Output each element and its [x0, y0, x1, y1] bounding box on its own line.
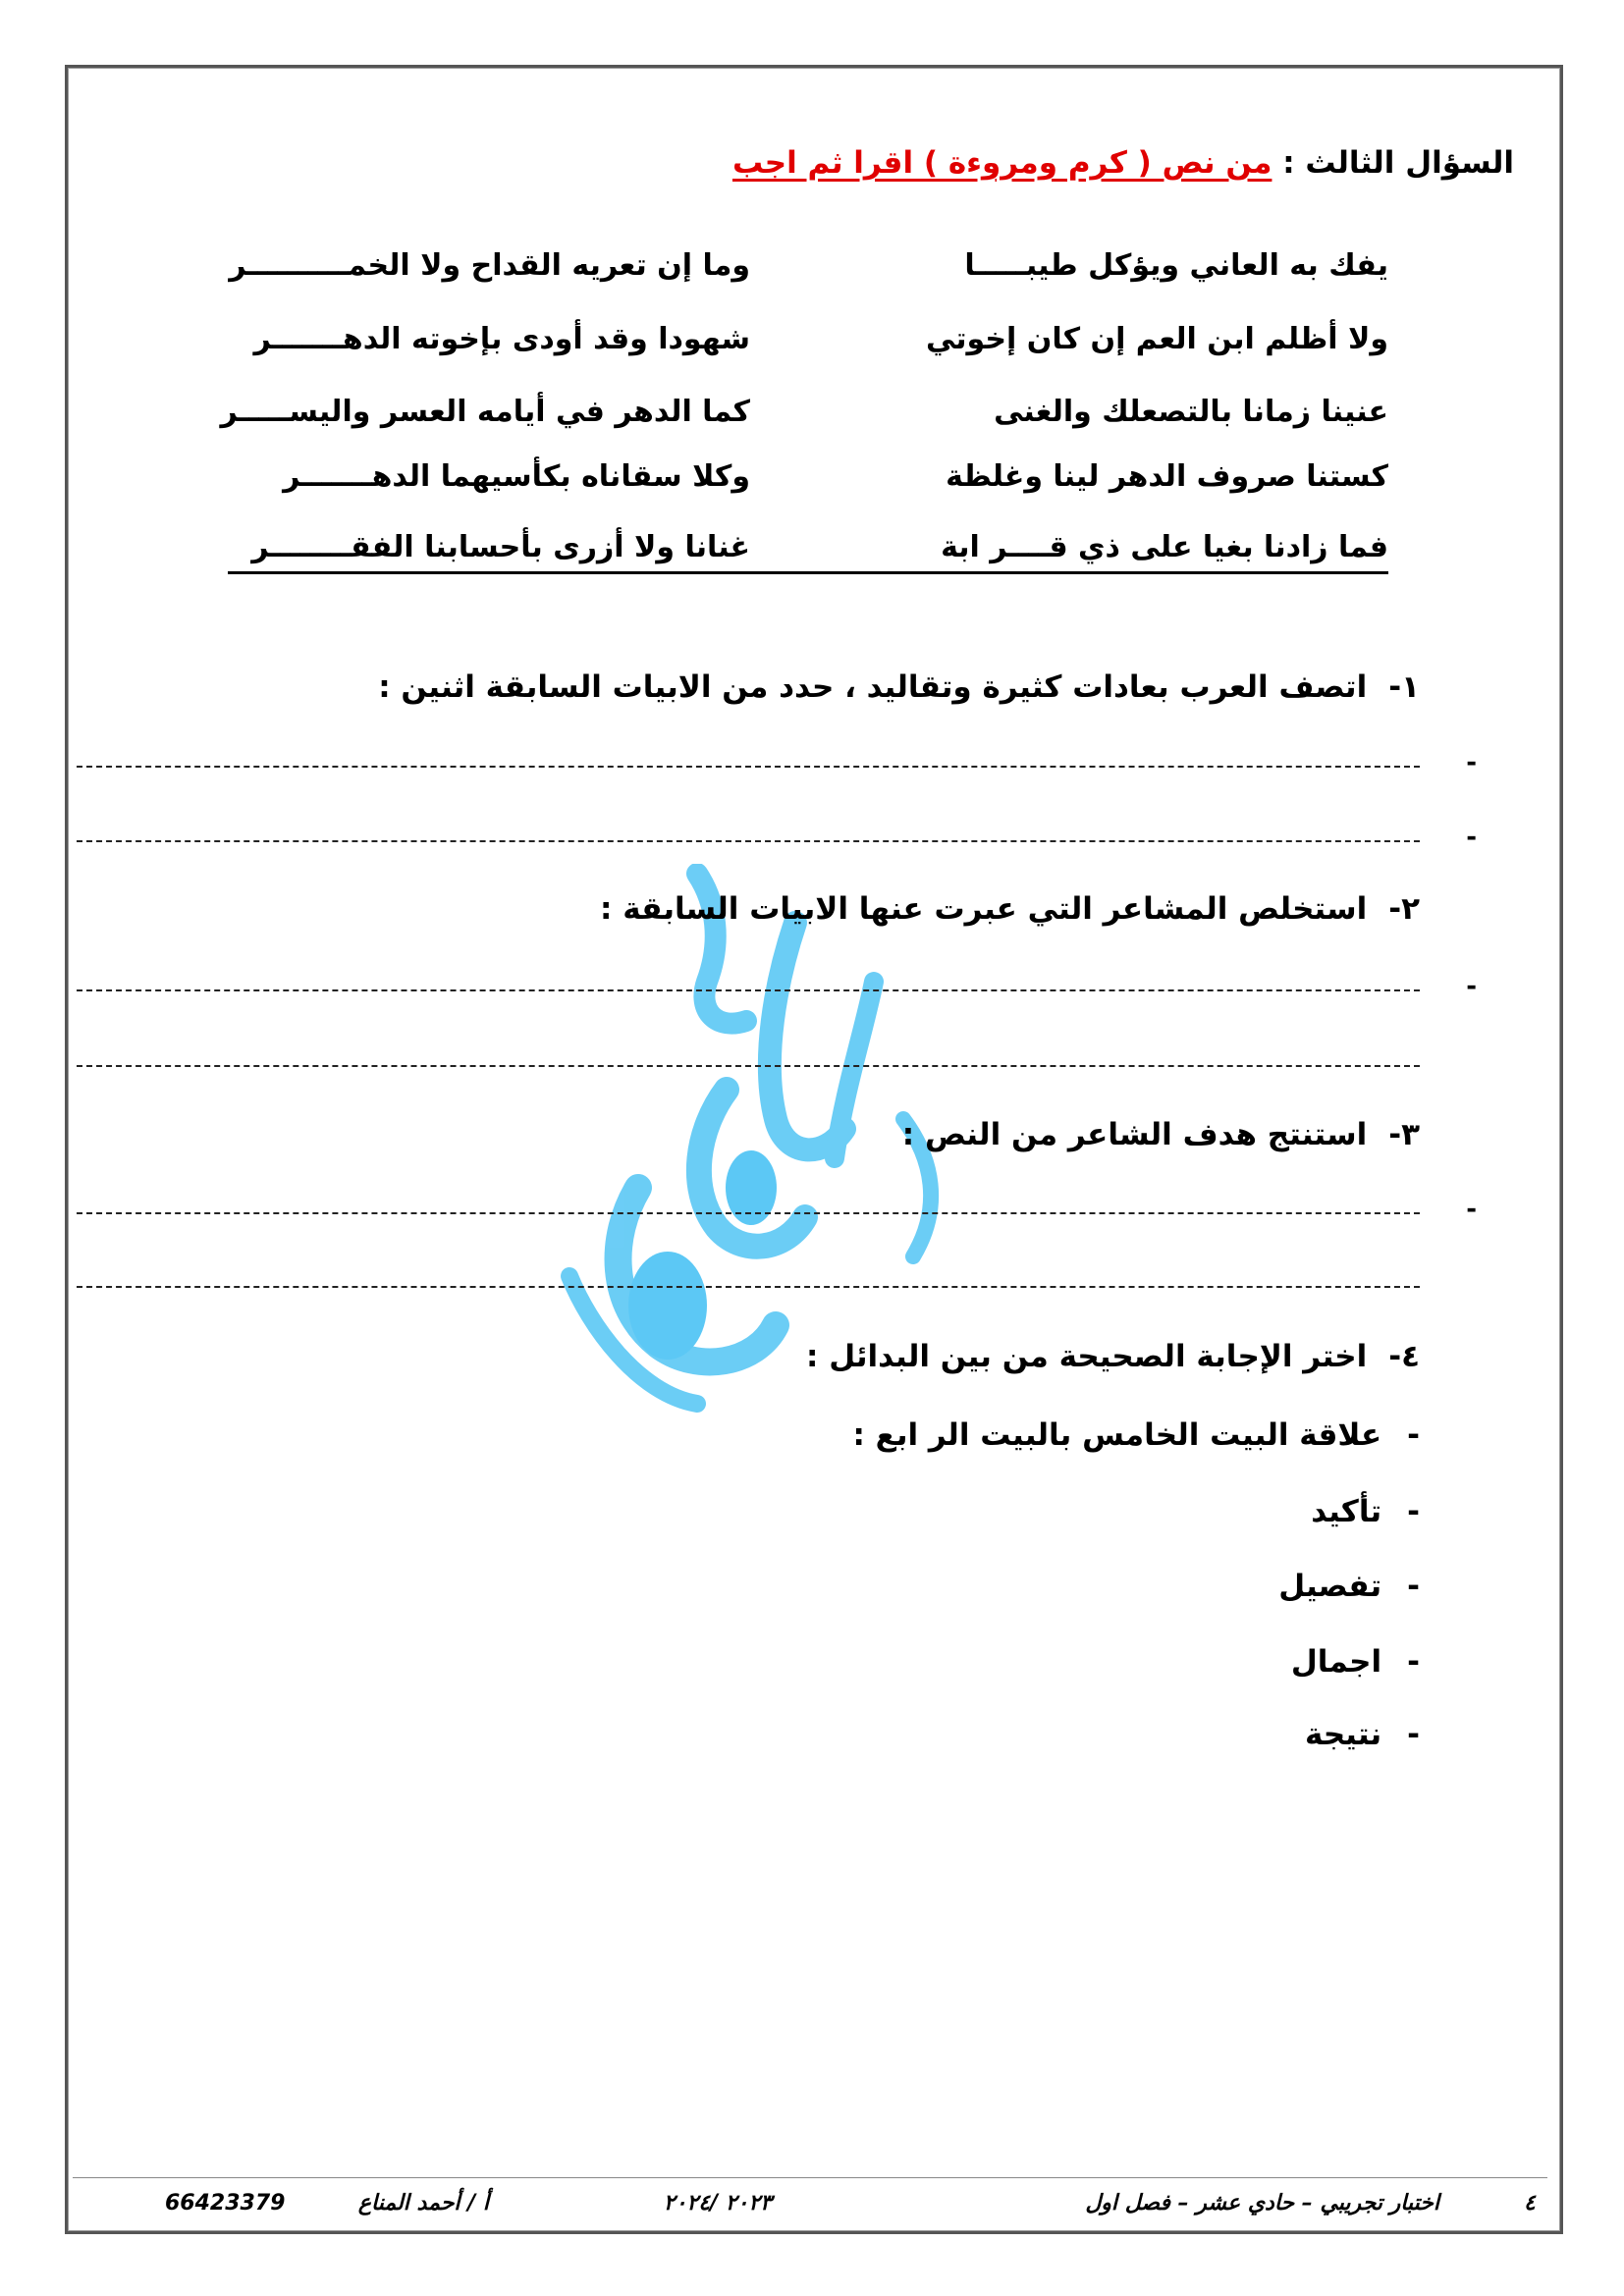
mcq-option-4[interactable] — [1305, 1717, 1420, 1752]
question-2-text: استخلص المشاعر التي عبرت عنها الابيات السابقة : — [600, 891, 1368, 927]
mcq-option-dash: - — [1407, 1494, 1420, 1529]
answer-line[interactable] — [77, 766, 1420, 768]
answer-line[interactable] — [77, 1212, 1420, 1214]
verse-1-right: يفك به العاني ويؤكل طيبـــــا — [964, 248, 1388, 283]
mcq-prompt — [852, 1417, 1420, 1453]
verse-5-underline — [228, 571, 1388, 574]
footer-teacher: أ / أحمد المناع — [357, 2191, 489, 2216]
verse-3-right: عنينا زمانا بالتصعلك والغنى — [994, 395, 1388, 429]
answer-bullet: - — [1466, 823, 1477, 852]
answer-line[interactable] — [77, 1286, 1420, 1288]
question-4 — [806, 1339, 1420, 1374]
question-header-title: من نص ( كرم ومروءة ) اقرا ثم اجب — [731, 145, 1272, 181]
verse-2-left: شهودا وقد أودى بإخوته الدهـــــــر — [253, 322, 750, 356]
question-3-number: ٣- — [1388, 1117, 1420, 1152]
mcq-option-dash: - — [1407, 1569, 1420, 1604]
question-4-number: ٤- — [1388, 1339, 1420, 1374]
answer-bullet: - — [1466, 748, 1477, 777]
answer-line[interactable] — [77, 989, 1420, 991]
mcq-option-label: تأكيد — [1311, 1494, 1382, 1529]
mcq-option-3[interactable] — [1291, 1644, 1420, 1680]
mcq-option-label: تفصيل — [1278, 1569, 1382, 1604]
question-header — [732, 145, 1514, 181]
verse-3-left: كما الدهر في أيامه العسر واليســـــر — [220, 395, 750, 429]
footer-year: ٢٠٢٣ /٢٠٢٤ — [663, 2191, 772, 2216]
mcq-option-label: نتيجة — [1305, 1717, 1382, 1752]
question-1-text: اتصف العرب بعادات كثيرة وتقاليد ، حدد من الابيات السابقة اثنين : — [378, 669, 1368, 705]
question-1-number: ١- — [1388, 669, 1420, 705]
mcq-option-label: اجمال — [1290, 1644, 1382, 1680]
answer-line[interactable] — [77, 840, 1420, 842]
verse-4-left: وكلا سقاناه بكأسيهما الدهـــــــر — [283, 459, 750, 494]
footer-page-number: ٤ — [1524, 2191, 1536, 2216]
verse-5-left: غنانا ولا أزرى بأحسابنا الفقــــــــر — [251, 530, 750, 564]
verse-4-right: كستنا صروف الدهر لينا وغلظة — [946, 459, 1388, 494]
mcq-option-2[interactable] — [1278, 1569, 1420, 1604]
answer-bullet: - — [1466, 1195, 1477, 1224]
answer-bullet: - — [1466, 972, 1477, 1001]
verse-5-right: فما زادنا بغيا على ذي قــــر ابة — [941, 530, 1388, 564]
footer-rule — [73, 2177, 1547, 2178]
question-3 — [902, 1117, 1420, 1152]
mcq-prompt-text: علاقة البيت الخامس بالبيت الر ابع : — [852, 1417, 1382, 1453]
answer-line[interactable] — [77, 1065, 1420, 1067]
question-4-text: اختر الإجابة الصحيحة من بين البدائل : — [806, 1339, 1368, 1374]
mcq-prompt-dash: - — [1407, 1417, 1420, 1453]
verse-1-left: وما إن تعريه القداح ولا الخمــــــــــر — [229, 248, 750, 283]
question-2 — [600, 891, 1420, 927]
question-3-text: استنتج هدف الشاعر من النص : — [901, 1117, 1368, 1152]
footer-phone: 66423379 — [165, 2191, 286, 2216]
footer-exam-title: اختبار تجريبي – حادي عشر – فصل اول — [1085, 2191, 1439, 2216]
verse-2-right: ولا أظلم ابن العم إن كان إخوتي — [925, 322, 1388, 356]
question-1 — [378, 669, 1420, 705]
mcq-option-1[interactable] — [1311, 1494, 1420, 1529]
mcq-option-dash: - — [1407, 1717, 1420, 1752]
question-header-label: السؤال الثالث : — [1282, 145, 1514, 181]
mcq-option-dash: - — [1407, 1644, 1420, 1680]
question-2-number: ٢- — [1388, 891, 1420, 927]
